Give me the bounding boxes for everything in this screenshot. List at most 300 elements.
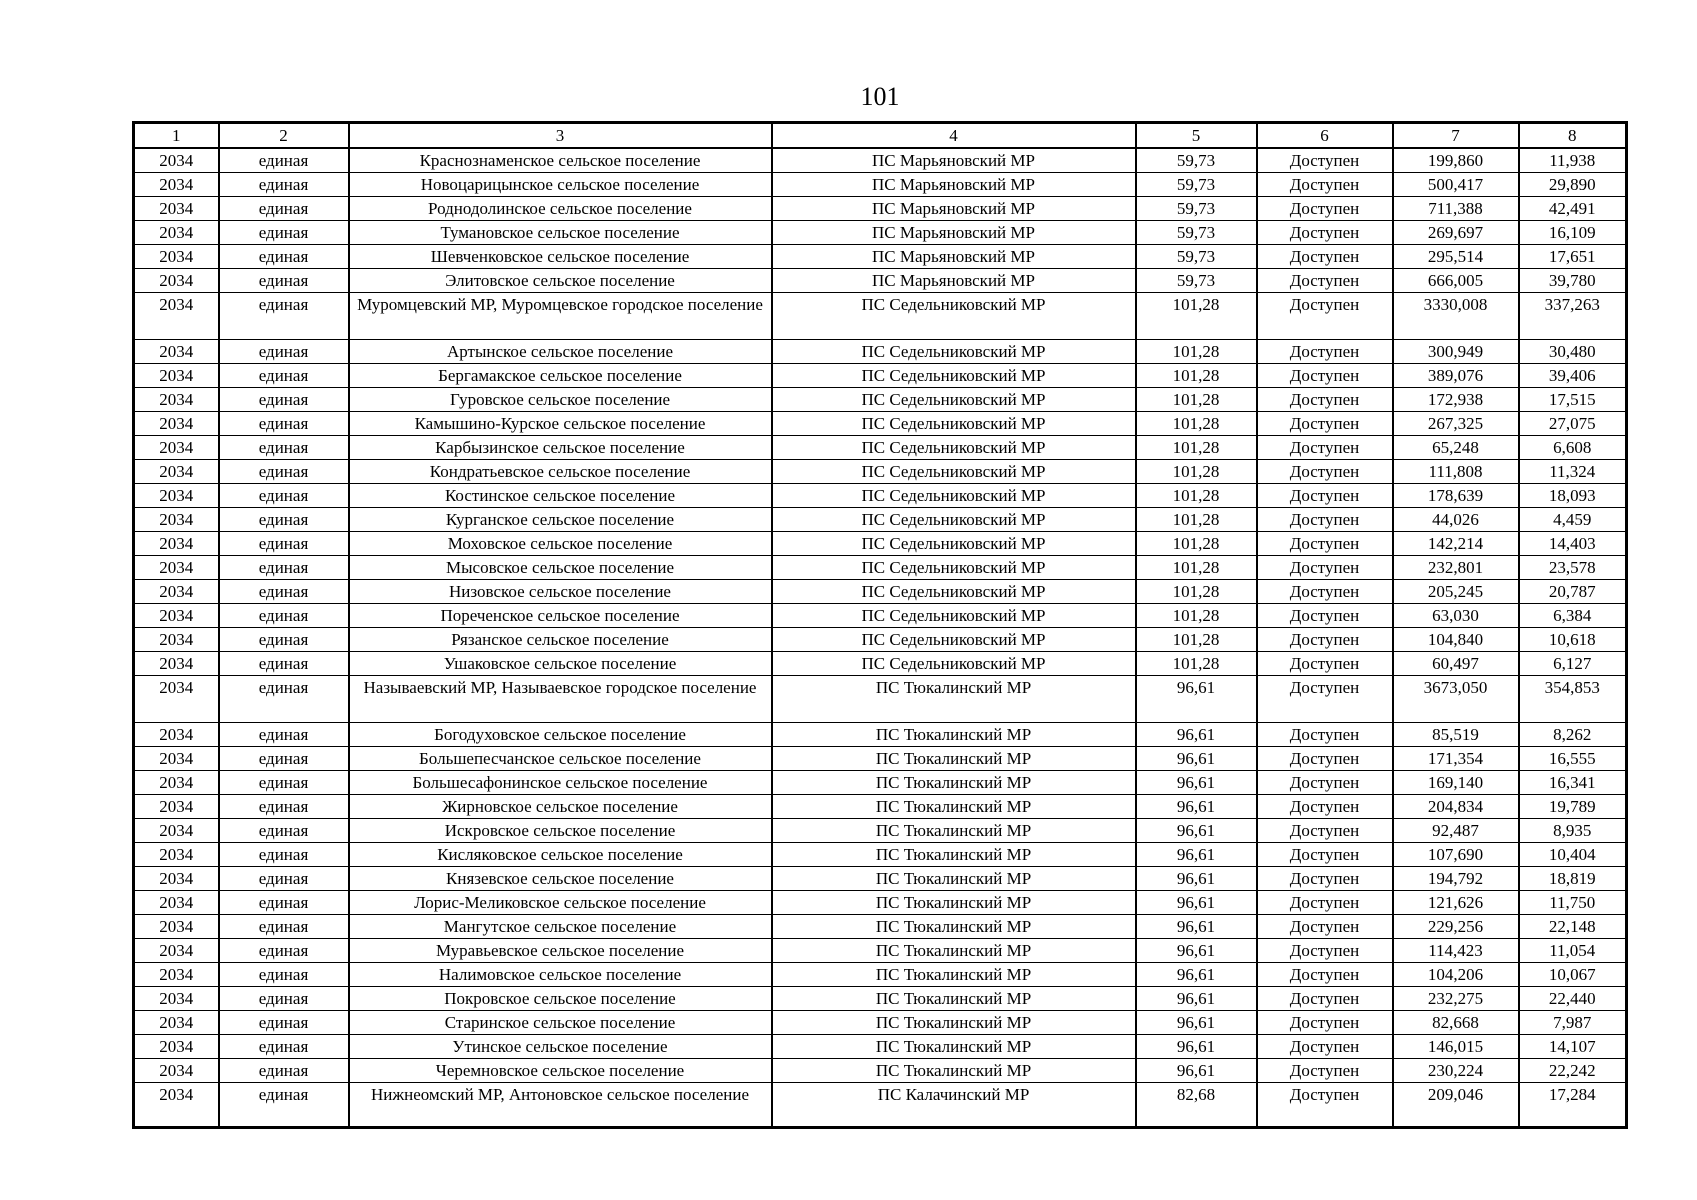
type-cell: единая	[219, 173, 349, 197]
table-row	[134, 293, 1627, 340]
amount-cell: 169,140	[1393, 771, 1519, 795]
settlement-cell: Шевченковское сельское поселение	[349, 245, 772, 269]
settlement-cell: Курганское сельское поселение	[349, 508, 772, 532]
table-row	[134, 556, 1627, 580]
settlement-cell: Артынское сельское поселение	[349, 340, 772, 364]
year-cell: 2034	[134, 604, 219, 628]
status-cell: Доступен	[1257, 1059, 1393, 1083]
settlement-cell: Старинское сельское поселение	[349, 1011, 772, 1035]
type-cell: единая	[219, 148, 349, 173]
column-header: 6	[1257, 123, 1393, 149]
amount-cell: 16,341	[1519, 771, 1627, 795]
status-cell: Доступен	[1257, 388, 1393, 412]
value-cell: 96,61	[1136, 843, 1257, 867]
amount-cell: 7,987	[1519, 1011, 1627, 1035]
amount-cell: 300,949	[1393, 340, 1519, 364]
value-cell: 59,73	[1136, 269, 1257, 293]
year-cell: 2034	[134, 340, 219, 364]
value-cell: 101,28	[1136, 628, 1257, 652]
table-row	[134, 676, 1627, 723]
year-cell: 2034	[134, 795, 219, 819]
status-cell: Доступен	[1257, 269, 1393, 293]
year-cell: 2034	[134, 580, 219, 604]
value-cell: 82,68	[1136, 1083, 1257, 1128]
status-cell: Доступен	[1257, 771, 1393, 795]
type-cell: единая	[219, 963, 349, 987]
amount-cell: 18,819	[1519, 867, 1627, 891]
substation-cell: ПС Тюкалинский МР	[772, 795, 1136, 819]
value-cell: 96,61	[1136, 676, 1257, 723]
value-cell: 59,73	[1136, 197, 1257, 221]
year-cell: 2034	[134, 532, 219, 556]
amount-cell: 6,384	[1519, 604, 1627, 628]
settlement-cell: Кондратьевское сельское поселение	[349, 460, 772, 484]
type-cell: единая	[219, 652, 349, 676]
amount-cell: 267,325	[1393, 412, 1519, 436]
substation-cell: ПС Седельниковский МР	[772, 460, 1136, 484]
data-table	[132, 121, 1628, 1129]
value-cell: 101,28	[1136, 484, 1257, 508]
table-row	[134, 484, 1627, 508]
substation-cell: ПС Седельниковский МР	[772, 388, 1136, 412]
substation-cell: ПС Тюкалинский МР	[772, 1011, 1136, 1035]
substation-cell: ПС Тюкалинский МР	[772, 819, 1136, 843]
type-cell: единая	[219, 1083, 349, 1128]
amount-cell: 500,417	[1393, 173, 1519, 197]
value-cell: 101,28	[1136, 556, 1257, 580]
type-cell: единая	[219, 340, 349, 364]
page-number: 101	[860, 82, 900, 111]
year-cell: 2034	[134, 556, 219, 580]
settlement-cell: Лорис-Меликовское сельское поселение	[349, 891, 772, 915]
value-cell: 59,73	[1136, 148, 1257, 173]
substation-cell: ПС Марьяновский МР	[772, 197, 1136, 221]
year-cell: 2034	[134, 1059, 219, 1083]
status-cell: Доступен	[1257, 867, 1393, 891]
year-cell: 2034	[134, 269, 219, 293]
amount-cell: 172,938	[1393, 388, 1519, 412]
amount-cell: 39,780	[1519, 269, 1627, 293]
status-cell: Доступен	[1257, 915, 1393, 939]
column-header: 3	[349, 123, 772, 149]
status-cell: Доступен	[1257, 364, 1393, 388]
type-cell: единая	[219, 245, 349, 269]
table-row	[134, 915, 1627, 939]
settlement-cell: Нижнеомский МР, Антоновское сельское поселение	[349, 1083, 772, 1128]
substation-cell: ПС Седельниковский МР	[772, 532, 1136, 556]
settlement-cell: Пореченское сельское поселение	[349, 604, 772, 628]
year-cell: 2034	[134, 508, 219, 532]
year-cell: 2034	[134, 148, 219, 173]
amount-cell: 209,046	[1393, 1083, 1519, 1128]
value-cell: 101,28	[1136, 580, 1257, 604]
status-cell: Доступен	[1257, 484, 1393, 508]
substation-cell: ПС Седельниковский МР	[772, 412, 1136, 436]
status-cell: Доступен	[1257, 412, 1393, 436]
table-row	[134, 843, 1627, 867]
value-cell: 101,28	[1136, 364, 1257, 388]
type-cell: единая	[219, 843, 349, 867]
settlement-cell: Камышино-Курское сельское поселение	[349, 412, 772, 436]
year-cell: 2034	[134, 173, 219, 197]
amount-cell: 60,497	[1393, 652, 1519, 676]
table-row	[134, 747, 1627, 771]
amount-cell: 11,324	[1519, 460, 1627, 484]
amount-cell: 17,284	[1519, 1083, 1627, 1128]
year-cell: 2034	[134, 867, 219, 891]
status-cell: Доступен	[1257, 245, 1393, 269]
amount-cell: 16,109	[1519, 221, 1627, 245]
amount-cell: 111,808	[1393, 460, 1519, 484]
status-cell: Доступен	[1257, 676, 1393, 723]
amount-cell: 194,792	[1393, 867, 1519, 891]
amount-cell: 11,938	[1519, 148, 1627, 173]
table-row	[134, 221, 1627, 245]
status-cell: Доступен	[1257, 987, 1393, 1011]
type-cell: единая	[219, 484, 349, 508]
table-row	[134, 148, 1627, 173]
substation-cell: ПС Тюкалинский МР	[772, 867, 1136, 891]
type-cell: единая	[219, 676, 349, 723]
amount-cell: 6,608	[1519, 436, 1627, 460]
amount-cell: 20,787	[1519, 580, 1627, 604]
amount-cell: 27,075	[1519, 412, 1627, 436]
amount-cell: 16,555	[1519, 747, 1627, 771]
status-cell: Доступен	[1257, 963, 1393, 987]
settlement-cell: Называевский МР, Называевское городское поселение	[349, 676, 772, 723]
status-cell: Доступен	[1257, 1011, 1393, 1035]
type-cell: единая	[219, 269, 349, 293]
amount-cell: 82,668	[1393, 1011, 1519, 1035]
type-cell: единая	[219, 628, 349, 652]
type-cell: единая	[219, 819, 349, 843]
substation-cell: ПС Тюкалинский МР	[772, 891, 1136, 915]
year-cell: 2034	[134, 1011, 219, 1035]
amount-cell: 10,404	[1519, 843, 1627, 867]
amount-cell: 6,127	[1519, 652, 1627, 676]
table-row	[134, 1083, 1627, 1128]
amount-cell: 85,519	[1393, 723, 1519, 747]
settlement-cell: Кисляковское сельское поселение	[349, 843, 772, 867]
settlement-cell: Бергамакское сельское поселение	[349, 364, 772, 388]
table-row	[134, 723, 1627, 747]
type-cell: единая	[219, 939, 349, 963]
value-cell: 59,73	[1136, 245, 1257, 269]
year-cell: 2034	[134, 963, 219, 987]
status-cell: Доступен	[1257, 795, 1393, 819]
settlement-cell: Жирновское сельское поселение	[349, 795, 772, 819]
amount-cell: 204,834	[1393, 795, 1519, 819]
year-cell: 2034	[134, 891, 219, 915]
status-cell: Доступен	[1257, 747, 1393, 771]
amount-cell: 63,030	[1393, 604, 1519, 628]
year-cell: 2034	[134, 221, 219, 245]
table-row	[134, 269, 1627, 293]
table-row	[134, 508, 1627, 532]
settlement-cell: Низовское сельское поселение	[349, 580, 772, 604]
status-cell: Доступен	[1257, 628, 1393, 652]
type-cell: единая	[219, 723, 349, 747]
year-cell: 2034	[134, 484, 219, 508]
value-cell: 96,61	[1136, 963, 1257, 987]
type-cell: единая	[219, 987, 349, 1011]
status-cell: Доступен	[1257, 532, 1393, 556]
table-row	[134, 891, 1627, 915]
value-cell: 101,28	[1136, 340, 1257, 364]
status-cell: Доступен	[1257, 1083, 1393, 1128]
year-cell: 2034	[134, 412, 219, 436]
value-cell: 101,28	[1136, 652, 1257, 676]
status-cell: Доступен	[1257, 508, 1393, 532]
table-row	[134, 604, 1627, 628]
settlement-cell: Большепесчанское сельское поселение	[349, 747, 772, 771]
substation-cell: ПС Седельниковский МР	[772, 436, 1136, 460]
settlement-cell: Гуровское сельское поселение	[349, 388, 772, 412]
table-row	[134, 963, 1627, 987]
type-cell: единая	[219, 580, 349, 604]
amount-cell: 65,248	[1393, 436, 1519, 460]
value-cell: 101,28	[1136, 412, 1257, 436]
year-cell: 2034	[134, 628, 219, 652]
type-cell: единая	[219, 508, 349, 532]
value-cell: 101,28	[1136, 460, 1257, 484]
year-cell: 2034	[134, 197, 219, 221]
substation-cell: ПС Марьяновский МР	[772, 148, 1136, 173]
substation-cell: ПС Тюкалинский МР	[772, 843, 1136, 867]
substation-cell: ПС Тюкалинский МР	[772, 1035, 1136, 1059]
amount-cell: 17,515	[1519, 388, 1627, 412]
value-cell: 96,61	[1136, 747, 1257, 771]
status-cell: Доступен	[1257, 843, 1393, 867]
value-cell: 59,73	[1136, 221, 1257, 245]
year-cell: 2034	[134, 388, 219, 412]
amount-cell: 232,801	[1393, 556, 1519, 580]
amount-cell: 8,262	[1519, 723, 1627, 747]
substation-cell: ПС Калачинский МР	[772, 1083, 1136, 1128]
amount-cell: 14,403	[1519, 532, 1627, 556]
value-cell: 96,61	[1136, 795, 1257, 819]
value-cell: 101,28	[1136, 388, 1257, 412]
value-cell: 96,61	[1136, 987, 1257, 1011]
year-cell: 2034	[134, 460, 219, 484]
amount-cell: 121,626	[1393, 891, 1519, 915]
table-row	[134, 197, 1627, 221]
amount-cell: 142,214	[1393, 532, 1519, 556]
value-cell: 96,61	[1136, 915, 1257, 939]
value-cell: 96,61	[1136, 891, 1257, 915]
year-cell: 2034	[134, 1035, 219, 1059]
status-cell: Доступен	[1257, 436, 1393, 460]
status-cell: Доступен	[1257, 293, 1393, 340]
type-cell: единая	[219, 1059, 349, 1083]
table-row	[134, 1011, 1627, 1035]
table-row	[134, 628, 1627, 652]
settlement-cell: Налимовское сельское поселение	[349, 963, 772, 987]
year-cell: 2034	[134, 436, 219, 460]
type-cell: единая	[219, 771, 349, 795]
amount-cell: 19,789	[1519, 795, 1627, 819]
settlement-cell: Мысовское сельское поселение	[349, 556, 772, 580]
table-row	[134, 867, 1627, 891]
substation-cell: ПС Тюкалинский МР	[772, 723, 1136, 747]
amount-cell: 232,275	[1393, 987, 1519, 1011]
status-cell: Доступен	[1257, 652, 1393, 676]
amount-cell: 104,840	[1393, 628, 1519, 652]
table-row	[134, 652, 1627, 676]
amount-cell: 22,148	[1519, 915, 1627, 939]
header-row	[134, 123, 1627, 149]
settlement-cell: Муромцевский МР, Муромцевское городское поселение	[349, 293, 772, 340]
table-body	[134, 123, 1627, 1128]
amount-cell: 205,245	[1393, 580, 1519, 604]
settlement-cell: Элитовское сельское поселение	[349, 269, 772, 293]
year-cell: 2034	[134, 676, 219, 723]
type-cell: единая	[219, 388, 349, 412]
settlement-cell: Костинское сельское поселение	[349, 484, 772, 508]
type-cell: единая	[219, 221, 349, 245]
column-header: 1	[134, 123, 219, 149]
type-cell: единая	[219, 293, 349, 340]
type-cell: единая	[219, 915, 349, 939]
amount-cell: 10,067	[1519, 963, 1627, 987]
column-header: 7	[1393, 123, 1519, 149]
type-cell: единая	[219, 604, 349, 628]
table-row	[134, 412, 1627, 436]
amount-cell: 711,388	[1393, 197, 1519, 221]
amount-cell: 229,256	[1393, 915, 1519, 939]
amount-cell: 44,026	[1393, 508, 1519, 532]
table-row	[134, 580, 1627, 604]
value-cell: 101,28	[1136, 293, 1257, 340]
year-cell: 2034	[134, 915, 219, 939]
value-cell: 96,61	[1136, 771, 1257, 795]
substation-cell: ПС Тюкалинский МР	[772, 676, 1136, 723]
type-cell: единая	[219, 795, 349, 819]
column-header: 8	[1519, 123, 1627, 149]
column-header: 5	[1136, 123, 1257, 149]
settlement-cell: Утинское сельское поселение	[349, 1035, 772, 1059]
table-row	[134, 436, 1627, 460]
value-cell: 96,61	[1136, 1011, 1257, 1035]
amount-cell: 23,578	[1519, 556, 1627, 580]
settlement-cell: Мангутское сельское поселение	[349, 915, 772, 939]
type-cell: единая	[219, 460, 349, 484]
amount-cell: 199,860	[1393, 148, 1519, 173]
settlement-cell: Большесафонинское сельское поселение	[349, 771, 772, 795]
settlement-cell: Новоцарицынское сельское поселение	[349, 173, 772, 197]
amount-cell: 666,005	[1393, 269, 1519, 293]
value-cell: 96,61	[1136, 867, 1257, 891]
amount-cell: 107,690	[1393, 843, 1519, 867]
substation-cell: ПС Седельниковский МР	[772, 484, 1136, 508]
type-cell: единая	[219, 436, 349, 460]
substation-cell: ПС Седельниковский МР	[772, 604, 1136, 628]
table-row	[134, 795, 1627, 819]
year-cell: 2034	[134, 987, 219, 1011]
table-row	[134, 939, 1627, 963]
year-cell: 2034	[134, 245, 219, 269]
substation-cell: ПС Тюкалинский МР	[772, 771, 1136, 795]
substation-cell: ПС Тюкалинский МР	[772, 1059, 1136, 1083]
type-cell: единая	[219, 747, 349, 771]
amount-cell: 11,750	[1519, 891, 1627, 915]
table-row	[134, 245, 1627, 269]
table-row	[134, 987, 1627, 1011]
type-cell: единая	[219, 532, 349, 556]
amount-cell: 3330,008	[1393, 293, 1519, 340]
settlement-cell: Рязанское сельское поселение	[349, 628, 772, 652]
value-cell: 96,61	[1136, 723, 1257, 747]
amount-cell: 230,224	[1393, 1059, 1519, 1083]
type-cell: единая	[219, 1035, 349, 1059]
type-cell: единая	[219, 197, 349, 221]
value-cell: 96,61	[1136, 819, 1257, 843]
substation-cell: ПС Тюкалинский МР	[772, 939, 1136, 963]
substation-cell: ПС Тюкалинский МР	[772, 963, 1136, 987]
year-cell: 2034	[134, 1083, 219, 1128]
amount-cell: 269,697	[1393, 221, 1519, 245]
status-cell: Доступен	[1257, 1035, 1393, 1059]
amount-cell: 92,487	[1393, 819, 1519, 843]
table-row	[134, 1059, 1627, 1083]
amount-cell: 29,890	[1519, 173, 1627, 197]
amount-cell: 4,459	[1519, 508, 1627, 532]
amount-cell: 104,206	[1393, 963, 1519, 987]
value-cell: 96,61	[1136, 939, 1257, 963]
status-cell: Доступен	[1257, 604, 1393, 628]
table-row	[134, 771, 1627, 795]
amount-cell: 171,354	[1393, 747, 1519, 771]
type-cell: единая	[219, 891, 349, 915]
table-row	[134, 460, 1627, 484]
amount-cell: 3673,050	[1393, 676, 1519, 723]
substation-cell: ПС Седельниковский МР	[772, 508, 1136, 532]
substation-cell: ПС Седельниковский МР	[772, 628, 1136, 652]
amount-cell: 8,935	[1519, 819, 1627, 843]
amount-cell: 295,514	[1393, 245, 1519, 269]
substation-cell: ПС Тюкалинский МР	[772, 987, 1136, 1011]
status-cell: Доступен	[1257, 221, 1393, 245]
value-cell: 101,28	[1136, 436, 1257, 460]
substation-cell: ПС Тюкалинский МР	[772, 747, 1136, 771]
table-row	[134, 388, 1627, 412]
settlement-cell: Моховское сельское поселение	[349, 532, 772, 556]
value-cell: 96,61	[1136, 1059, 1257, 1083]
amount-cell: 11,054	[1519, 939, 1627, 963]
settlement-cell: Краснознаменское сельское поселение	[349, 148, 772, 173]
settlement-cell: Черемновское сельское поселение	[349, 1059, 772, 1083]
value-cell: 96,61	[1136, 1035, 1257, 1059]
year-cell: 2034	[134, 747, 219, 771]
substation-cell: ПС Марьяновский МР	[772, 245, 1136, 269]
year-cell: 2034	[134, 723, 219, 747]
substation-cell: ПС Марьяновский МР	[772, 173, 1136, 197]
table-row	[134, 173, 1627, 197]
value-cell: 59,73	[1136, 173, 1257, 197]
table-row	[134, 1035, 1627, 1059]
year-cell: 2034	[134, 364, 219, 388]
table-row	[134, 340, 1627, 364]
status-cell: Доступен	[1257, 819, 1393, 843]
amount-cell: 178,639	[1393, 484, 1519, 508]
status-cell: Доступен	[1257, 556, 1393, 580]
amount-cell: 337,263	[1519, 293, 1627, 340]
settlement-cell: Роднодолинское сельское поселение	[349, 197, 772, 221]
substation-cell: ПС Седельниковский МР	[772, 556, 1136, 580]
settlement-cell: Князевское сельское поселение	[349, 867, 772, 891]
settlement-cell: Тумановское сельское поселение	[349, 221, 772, 245]
amount-cell: 14,107	[1519, 1035, 1627, 1059]
